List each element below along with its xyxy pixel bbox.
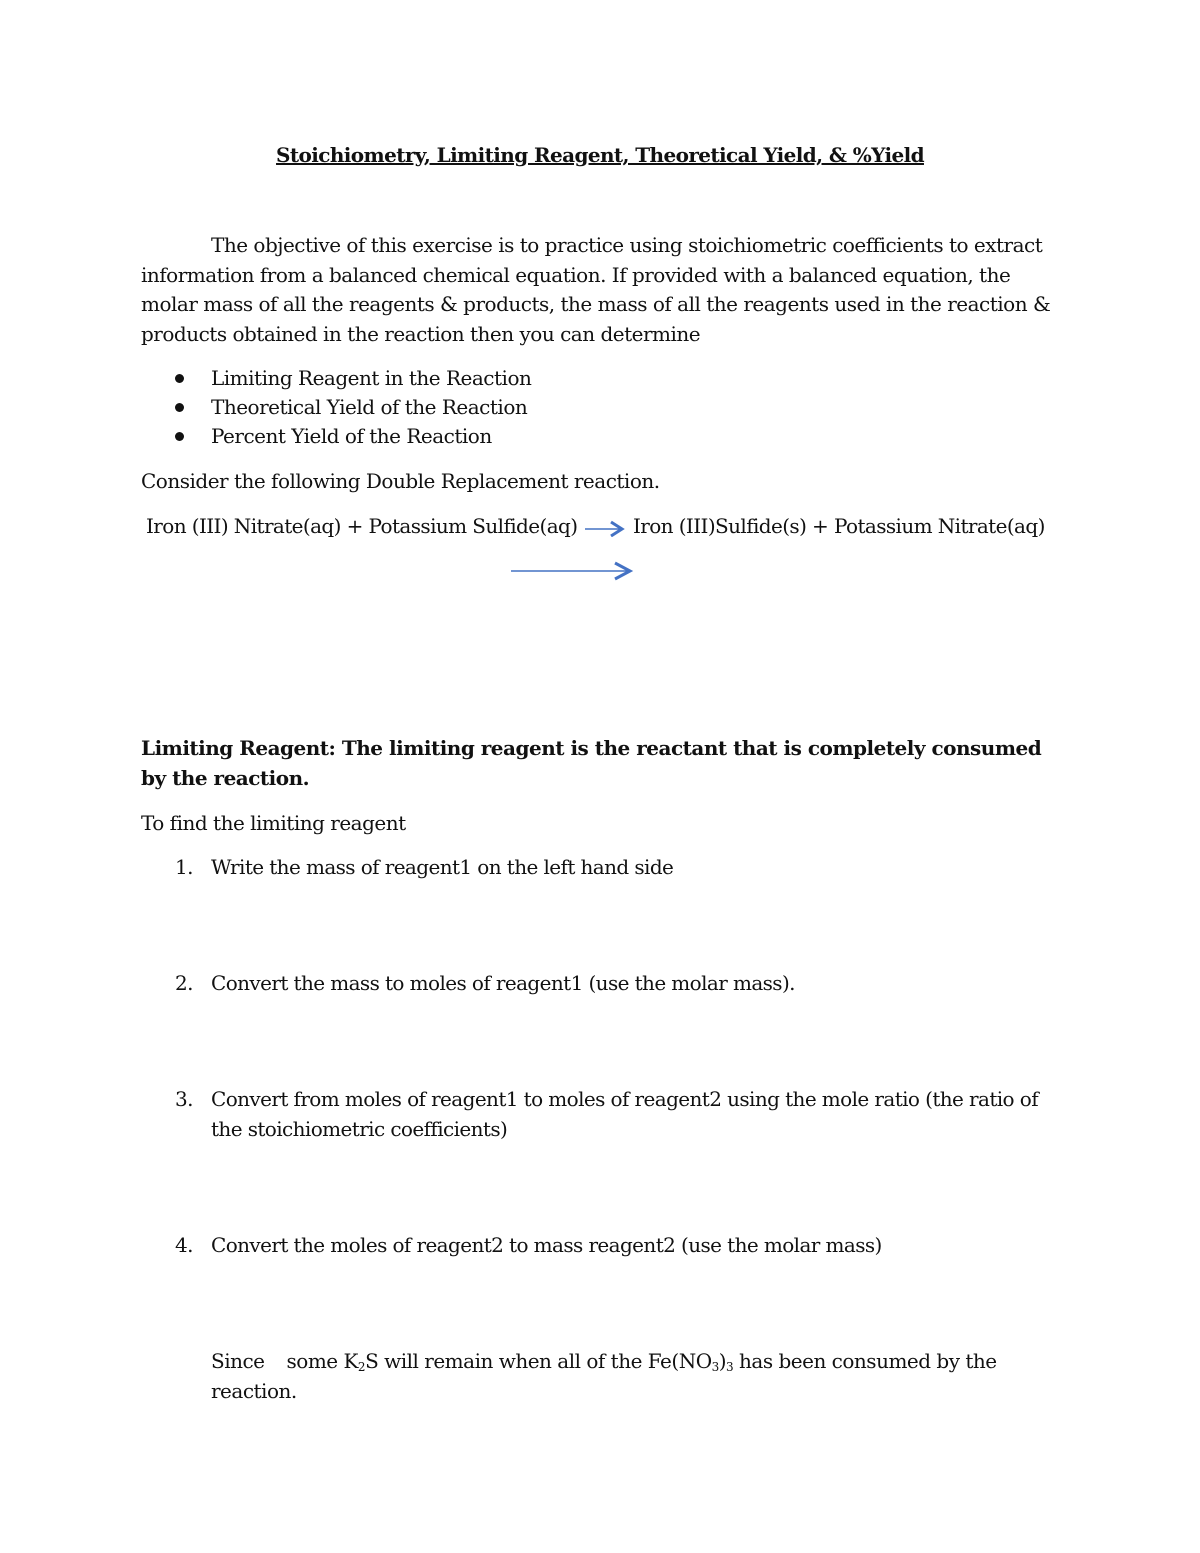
page-title: Stoichiometry, Limiting Reagent, Theoretical Yield, & %Yield [276, 143, 924, 167]
list-item-text: Percent Yield of the Reaction [211, 424, 492, 448]
limiting-reagent-heading: Limiting Reagent: The limiting reagent is the reactant that is completely consumed by the reaction. [141, 736, 1042, 790]
since-text-3: ) [718, 1349, 727, 1373]
list-item [141, 364, 531, 393]
step-number: 3. [175, 1087, 193, 1111]
step-text: Convert from moles of reagent1 to moles of reagent2 using the mole ratio (the ratio of the stoichiometric coefficients) [211, 1087, 1038, 1141]
list-item-text: Theoretical Yield of the Reaction [211, 395, 528, 419]
since-text-1: some K [286, 1349, 358, 1373]
since-paragraph [211, 1347, 1031, 1406]
equation-reactants: Iron (III) Nitrate(aq) + Potassium Sulfide(aq) [146, 514, 578, 538]
step-item [141, 1231, 1041, 1261]
step-number: 2. [175, 971, 193, 995]
since-word: Since [211, 1349, 265, 1373]
intro-paragraph [141, 231, 1061, 349]
step-item [141, 853, 1041, 883]
since-subscript-2: 3 [711, 1360, 719, 1374]
reaction-equation [146, 512, 1045, 541]
since-text-2: S will remain when all of the Fe(NO [365, 1349, 712, 1373]
step-number: 1. [175, 855, 193, 879]
step-item [141, 1085, 1041, 1144]
to-find-text: To find the limiting reagent [141, 811, 406, 835]
step-text: Convert the moles of reagent2 to mass reagent2 (use the molar mass) [211, 1233, 882, 1257]
since-text-4: has been consumed by the reaction. [211, 1349, 997, 1403]
step-text: Convert the mass to moles of reagent1 (use the molar mass). [211, 971, 795, 995]
objectives-list [141, 364, 531, 451]
equation-products: Iron (III)Sulfide(s) + Potassium Nitrate(aq) [632, 514, 1045, 538]
step-number: 4. [175, 1233, 193, 1257]
consider-text: Consider the following Double Replacement reaction. [141, 469, 660, 493]
list-item [141, 393, 531, 422]
bullet-icon [175, 432, 184, 441]
step-item [141, 969, 1041, 999]
bullet-icon [175, 403, 184, 412]
since-subscript-1: 2 [357, 1360, 366, 1374]
step-text: Write the mass of reagent1 on the left hand side [211, 855, 674, 879]
reaction-arrow-icon [583, 517, 627, 537]
list-item-text: Limiting Reagent in the Reaction [211, 366, 532, 390]
reaction-arrow-large-icon [509, 558, 635, 584]
bullet-icon [175, 374, 184, 383]
intro-text: The objective of this exercise is to practice using stoichiometric coefficients to extract information from a balanced chemical equation. If provided with a balanced equation, the molar mass of all the reagents & products, the mass of all the reagents used in the reaction & products obtained in the reaction then you can determine [141, 233, 1051, 346]
since-subscript-3: 3 [726, 1360, 734, 1374]
list-item [141, 422, 531, 451]
